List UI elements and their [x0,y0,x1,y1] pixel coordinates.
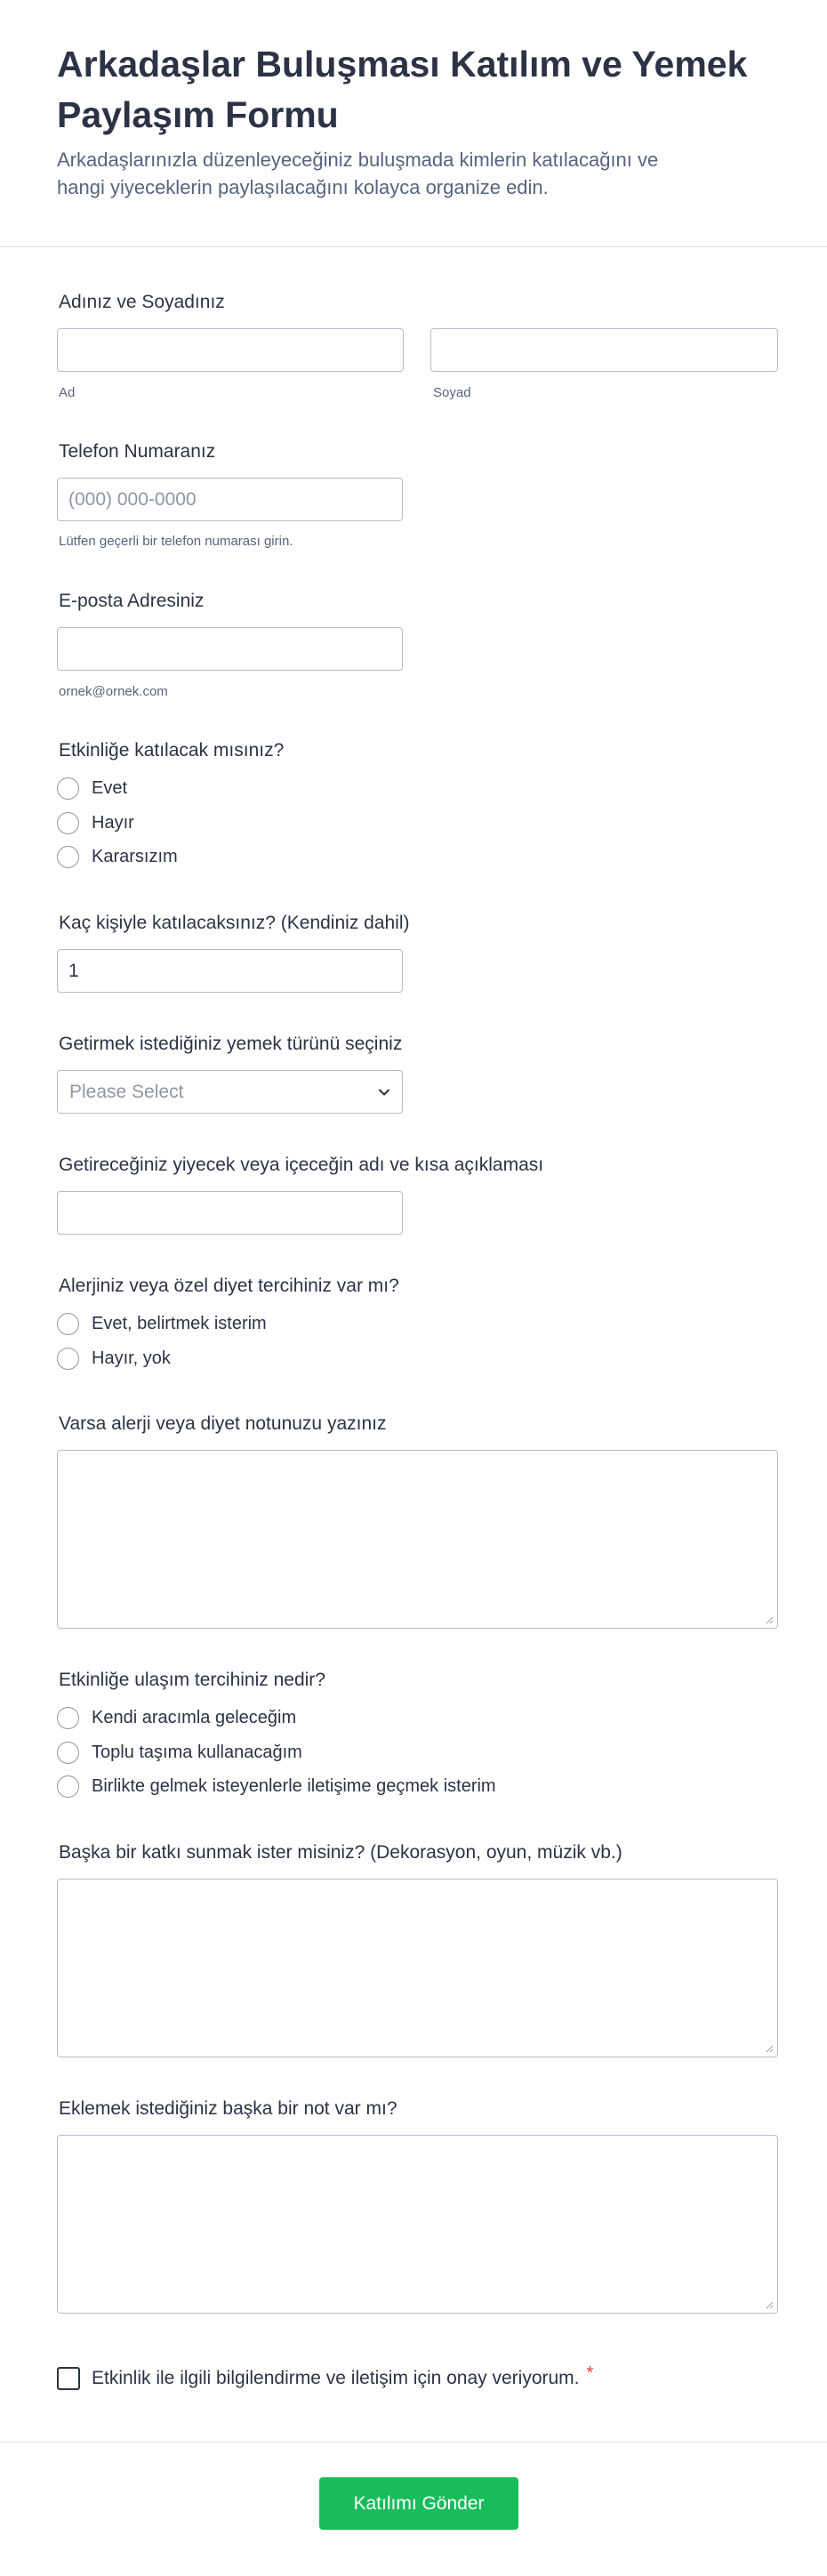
transport-option-carpool[interactable] [57,1775,496,1798]
guests-count-input[interactable] [57,949,403,993]
radio-button[interactable] [57,1707,79,1729]
phone-label: Telefon Numaranız [59,441,216,462]
food-desc-label: Getireceğiniz yiyecek veya içeceğin adı ve kısa açıklaması [59,1155,544,1175]
radio-button[interactable] [57,1742,79,1764]
food-type-select[interactable] [57,1070,403,1114]
resize-grip-icon[interactable] [765,2300,774,2309]
transport-option-label: Toplu taşıma kullanacağım [92,1743,302,1762]
email-label: E-posta Adresiniz [59,591,205,611]
guests-label: Kaç kişiyle katılacaksınız? (Kendiniz dahil) [59,913,410,933]
radio-button[interactable] [57,1348,79,1370]
radio-button[interactable] [57,1313,79,1335]
notes-label: Eklemek istediğiniz başka bir not var mı? [59,2098,397,2119]
first-name-input[interactable] [57,328,404,372]
first-name-sublabel: Ad [59,385,76,400]
allergy-label: Alerjiniz veya özel diyet tercihiniz var mı? [59,1276,399,1296]
chevron-down-icon [377,1085,391,1099]
transport-option-own-car[interactable] [57,1706,296,1729]
consent-checkbox[interactable] [57,2367,80,2390]
form-subtitle: Arkadaşlarınızla düzenleyeceğiniz buluşmada kimlerin katılacağını ve hangi yiyeceklerin paylaşılacağını kolayca organize edin. [57,149,659,198]
transport-option-label: Kendi aracımla geleceğim [92,1708,297,1727]
submit-button[interactable]: Katılımı Gönder [319,2477,518,2530]
transport-option-public[interactable] [57,1741,302,1764]
allergy-note-label: Varsa alerji veya diyet notunuzu yazınız [59,1413,387,1434]
resize-grip-icon[interactable] [765,1615,774,1624]
radio-button[interactable] [57,846,79,868]
allergy-option-yes[interactable] [57,1312,267,1335]
attendance-option-yes[interactable] [57,777,127,800]
last-name-sublabel: Soyad [433,385,471,400]
form-title: Arkadaşlar Buluşması Katılım ve Yemek Paylaşım Formu [57,44,748,135]
food-desc-input[interactable] [57,1191,403,1235]
allergy-option-label: Hayır, yok [92,1348,171,1368]
phone-sublabel: Lütfen geçerli bir telefon numarası girin. [59,534,293,549]
attendance-option-no[interactable] [57,811,134,834]
allergy-option-no[interactable] [57,1347,171,1370]
contribution-label: Başka bir katkı sunmak ister misiniz? (Dekorasyon, oyun, müzik vb.) [59,1842,622,1863]
attendance-option-undecided[interactable] [57,845,178,868]
radio-button[interactable] [57,812,79,834]
required-asterisk: * [586,2363,594,2383]
form-header [0,0,827,247]
contribution-textarea[interactable] [57,1879,778,2057]
footer-divider [0,2442,827,2443]
food-type-label: Getirmek istediğiniz yemek türünü seçiniz [59,1034,403,1054]
attendance-option-label: Kararsızım [92,847,178,866]
email-input[interactable] [57,627,403,671]
attendance-option-label: Hayır [92,813,134,833]
radio-button[interactable] [57,777,79,800]
allergy-note-textarea[interactable] [57,1450,778,1629]
consent-label: Etkinlik ile ilgili bilgilendirme ve iletişim için onay veriyorum. [92,2368,580,2388]
last-name-input[interactable] [430,328,778,372]
attendance-label: Etkinliğe katılacak mısınız? [59,740,285,761]
allergy-option-label: Evet, belirtmek isterim [92,1314,267,1333]
resize-grip-icon[interactable] [765,2044,774,2053]
food-type-selected: Please Select [69,1082,184,1102]
attendance-option-label: Evet [92,778,128,798]
radio-button[interactable] [57,1775,79,1798]
name-label: Adınız ve Soyadınız [59,292,225,312]
notes-textarea[interactable] [57,2135,778,2314]
phone-input[interactable] [57,478,403,521]
email-sublabel: ornek@ornek.com [59,684,168,699]
consent-checkbox-row[interactable] [57,2363,594,2391]
transport-label: Etkinliğe ulaşım tercihiniz nedir? [59,1670,325,1690]
transport-option-label: Birlikte gelmek isteyenlerle iletişime geçmek isterim [92,1776,496,1796]
